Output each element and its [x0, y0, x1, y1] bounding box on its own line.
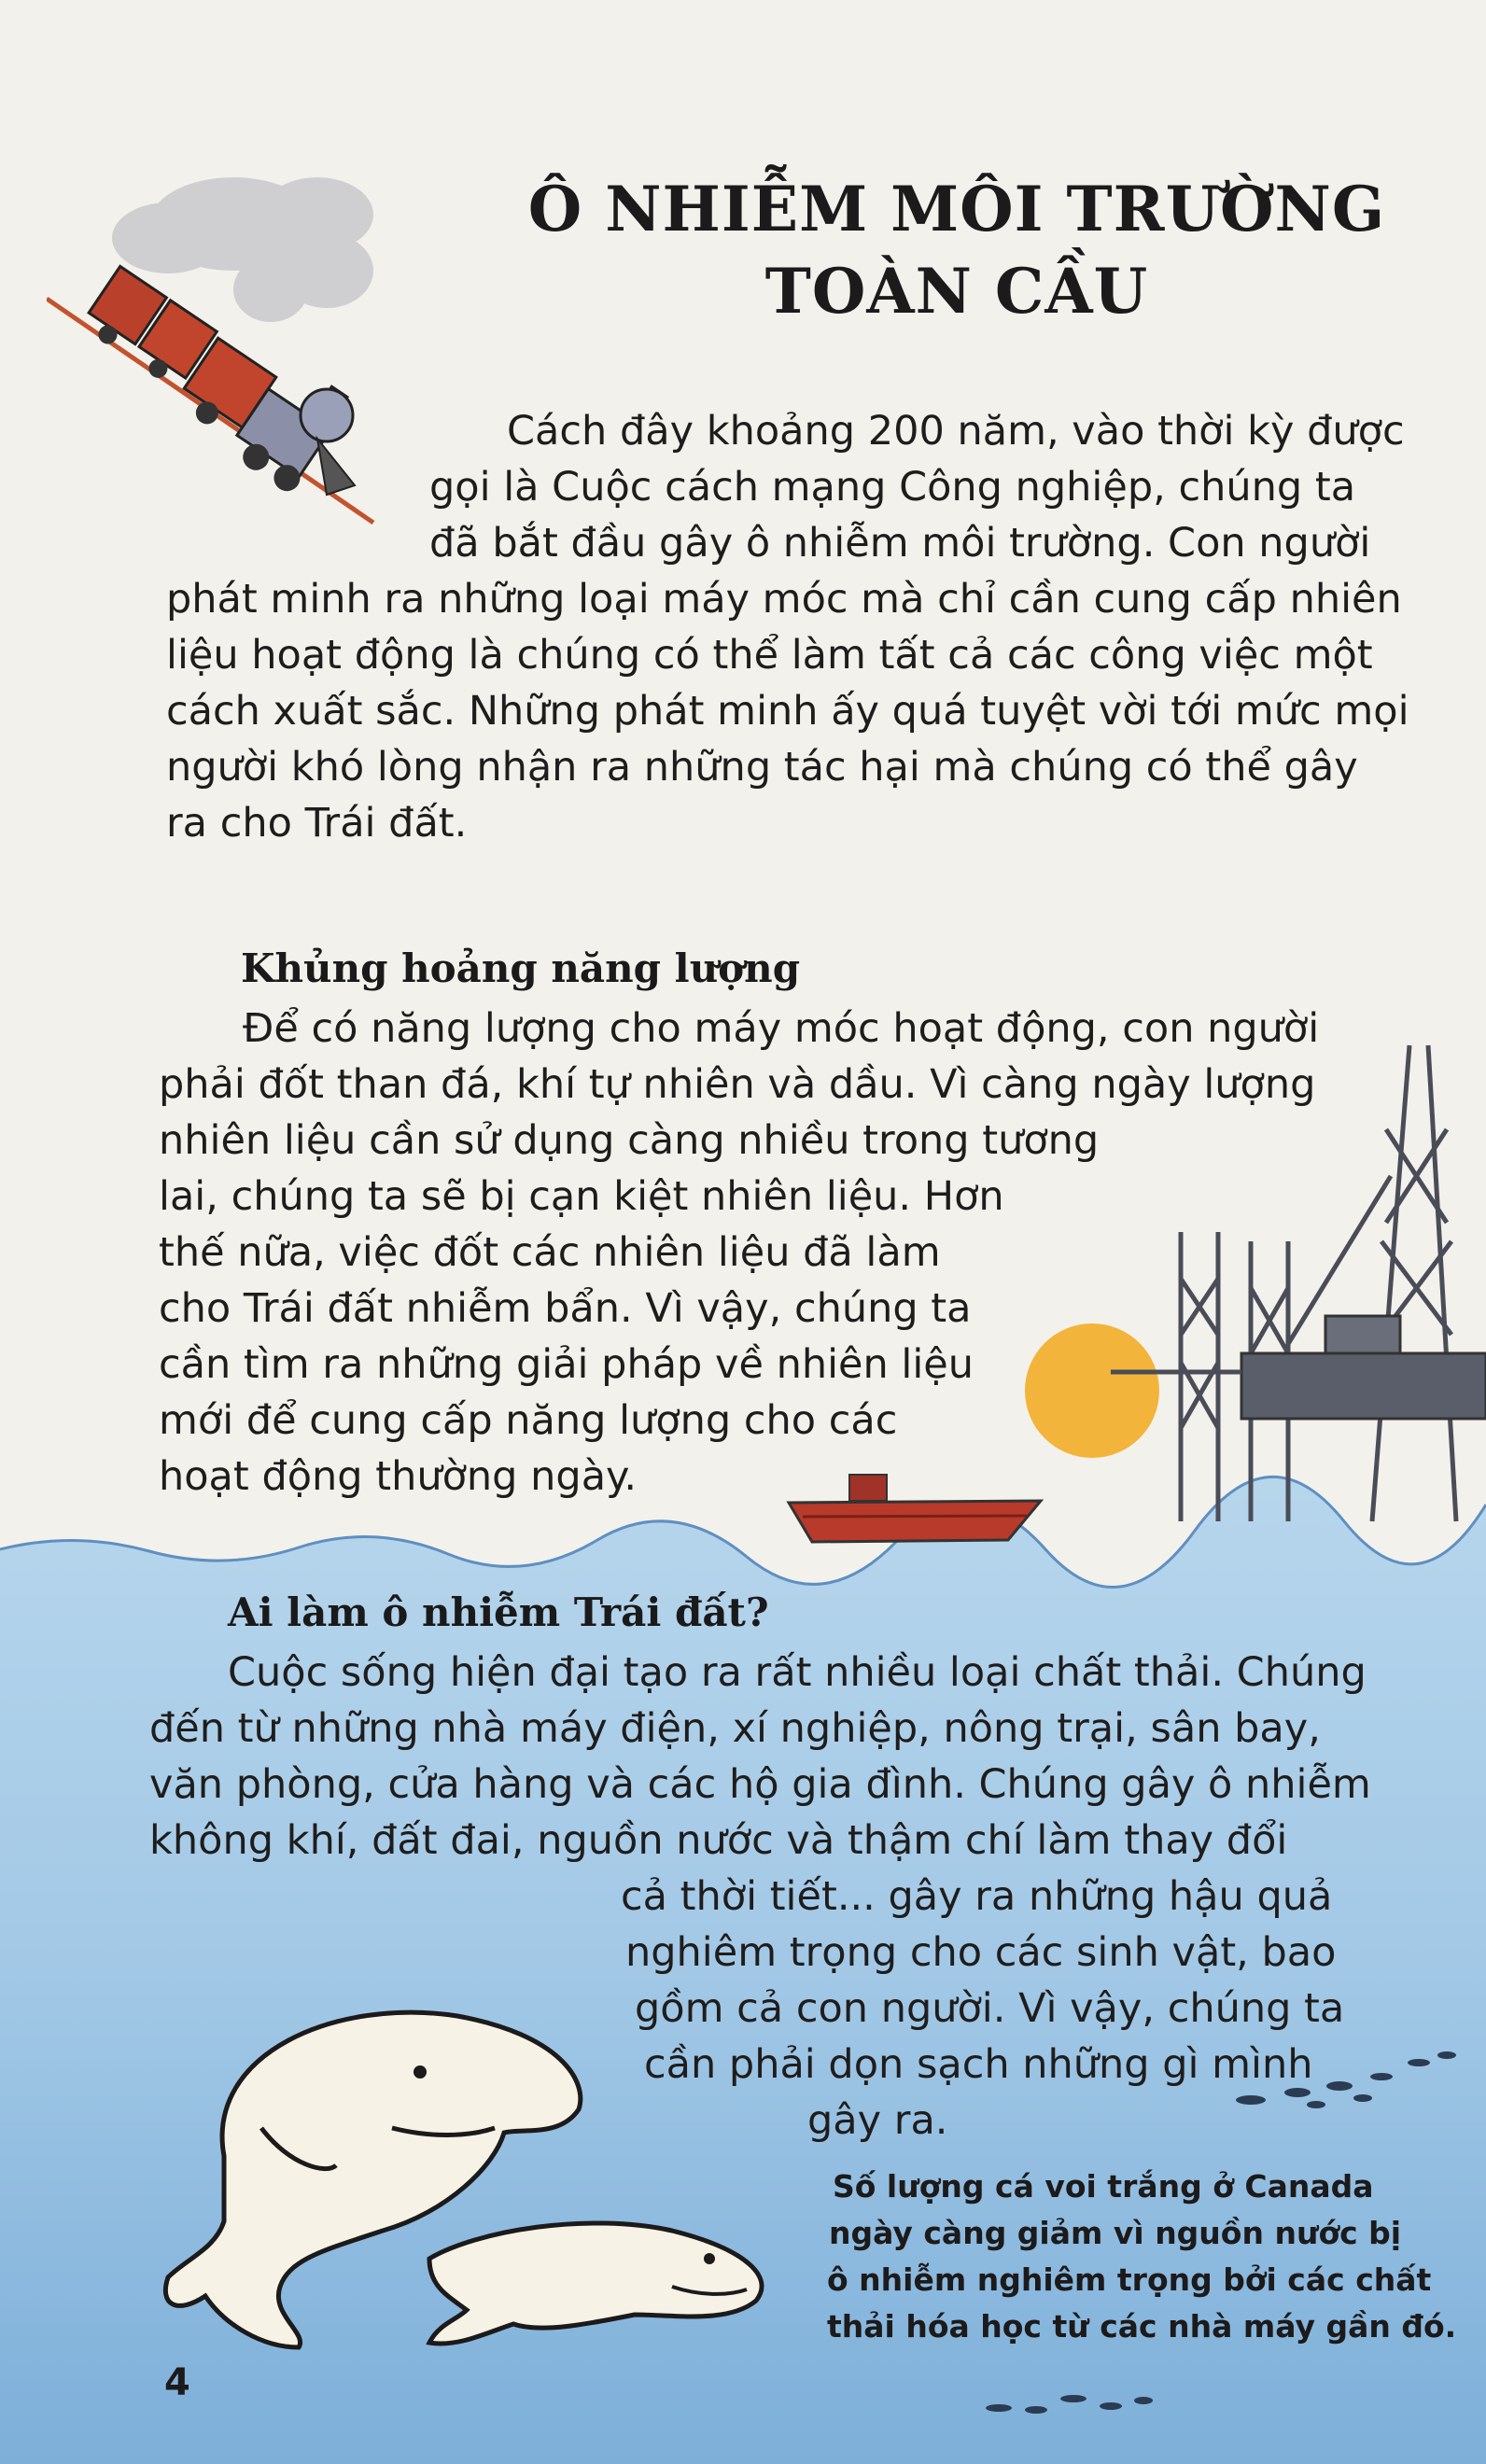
text-line: gây ra. [807, 2097, 948, 2144]
fish-icon [980, 2380, 1167, 2427]
fish-icon [1223, 2035, 1465, 2119]
text-line: người khó lòng nhận ra những tác hại mà chúng có thể gây [166, 744, 1358, 791]
text-line: cần tìm ra những giải pháp về nhiên liệu [159, 1341, 974, 1388]
text-line: phải đốt than đá, khí tự nhiên và dầu. Vì càng ngày lượng [159, 1061, 1316, 1108]
text-line: ra cho Trái đất. [166, 800, 468, 847]
text-line: cả thời tiết... gây ra những hậu quả [621, 1873, 1333, 1920]
text-line: mới để cung cấp năng lượng cho các [159, 1397, 898, 1444]
text-line: thế nữa, việc đốt các nhiên liệu đã làm [159, 1229, 941, 1276]
text-line: liệu hoạt động là chúng có thể làm tất cả các công việc một [166, 632, 1373, 679]
text-line: đến từ những nhà máy điện, xí nghiệp, nông trại, sân bay, [149, 1705, 1321, 1752]
section-heading-pollution: Ai làm ô nhiễm Trái đất? [228, 1589, 769, 1635]
text-line: Cách đây khoảng 200 năm, vào thời kỳ được [507, 408, 1405, 455]
text-line: đã bắt đầu gây ô nhiễm môi trường. Con người [429, 520, 1371, 567]
page-title [485, 168, 1428, 332]
text-line: hoạt động thường ngày. [159, 1453, 638, 1500]
energy-paragraph [159, 1001, 1319, 1505]
text-line: không khí, đất đai, nguồn nước và thậm chí làm thay đổi [149, 1817, 1288, 1864]
text-line: gồm cả con người. Vì vậy, chúng ta [635, 1985, 1345, 2032]
caption-line: ngày càng giảm vì nguồn nước bị [829, 2215, 1402, 2251]
title-line: TOÀN CẦU [764, 255, 1149, 328]
text-line: nhiên liệu cần sử dụng càng nhiều trong tương [159, 1117, 1100, 1164]
title-line: Ô NHIỄM MÔI TRƯỜNG [527, 173, 1386, 245]
section-heading-energy: Khủng hoảng năng lượng [241, 945, 801, 991]
text-line: cho Trái đất nhiễm bẩn. Vì vậy, chúng ta [159, 1285, 972, 1332]
text-line: nghiêm trọng cho các sinh vật, bao [625, 1929, 1337, 1976]
text-line: Để có năng lượng cho máy móc hoạt động, con người [243, 1005, 1320, 1052]
text-line: gọi là Cuộc cách mạng Công nghiệp, chúng ta [429, 464, 1356, 511]
text-line: cần phải dọn sạch những gì mình [644, 2041, 1313, 2088]
text-line: văn phòng, cửa hàng và các hộ gia đình. Chúng gây ô nhiễm [149, 1761, 1371, 1808]
caption-line: Số lượng cá voi trắng ở Canada [833, 2168, 1374, 2205]
text-line: cách xuất sắc. Những phát minh ấy quá tuyệt vời tới mức mọi [166, 688, 1409, 735]
caption-line: ô nhiễm nghiêm trọng bởi các chất [827, 2261, 1432, 2298]
caption-line: thải hóa học từ các nhà máy gần đó. [827, 2308, 1457, 2345]
text-line: Cuộc sống hiện đại tạo ra rất nhiều loại chất thải. Chúng [228, 1649, 1367, 1696]
beluga-whale-icon [149, 1979, 803, 2371]
intro-paragraph [166, 403, 1409, 851]
text-line: phát minh ra những loại máy móc mà chỉ cần cung cấp nhiên [166, 576, 1402, 623]
whale-caption [827, 2163, 1456, 2350]
text-line: lai, chúng ta sẽ bị cạn kiệt nhiên liệu. Hơn [159, 1173, 1004, 1220]
page-number: 4 [164, 2361, 190, 2404]
